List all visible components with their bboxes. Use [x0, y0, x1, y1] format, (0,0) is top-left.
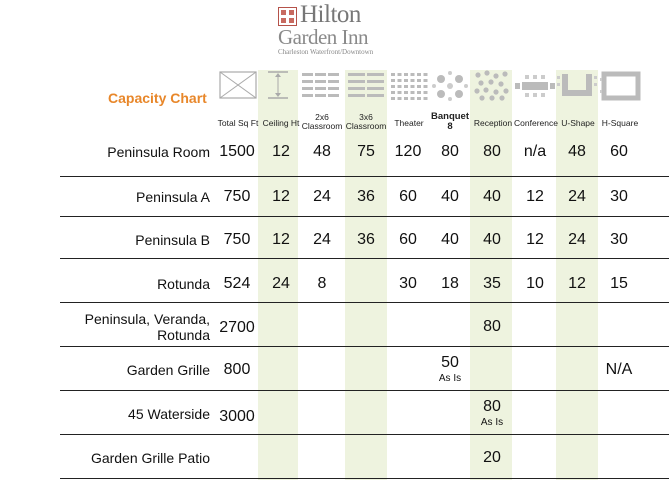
col-header-u-shape: U-Shape	[561, 118, 595, 128]
table-cell: 18	[441, 275, 459, 292]
row-divider	[60, 346, 669, 347]
table-cell: 24	[313, 188, 331, 205]
row-label: Garden Grille Patio	[90, 450, 210, 466]
table-cell: 800	[223, 361, 251, 378]
table-cell: 8	[317, 275, 327, 292]
row-label: Peninsula A	[136, 189, 210, 205]
table-cell: 15	[610, 275, 628, 292]
table-cell: 12	[526, 188, 544, 205]
table-cell: 24	[568, 231, 586, 248]
table-cell: 30	[610, 188, 628, 205]
table-cell: 12	[272, 231, 290, 248]
table-cell: 48	[313, 143, 331, 160]
table-cell: 40	[441, 231, 459, 248]
table-cell: 36	[357, 188, 375, 205]
table-cell: 35	[483, 275, 501, 292]
logo-subbrand: Garden Inn	[278, 25, 369, 49]
row-divider	[60, 434, 669, 435]
ceiling-height-icon	[262, 70, 294, 102]
floor-area-icon	[218, 70, 258, 102]
cell-note: As Is	[480, 417, 504, 428]
col-header-theater: Theater	[394, 118, 424, 128]
col-header-banquet: Banquet 8	[431, 111, 469, 132]
table-cell: 12	[526, 231, 544, 248]
table-cell: 10	[526, 275, 544, 292]
table-cell: 750	[223, 188, 251, 205]
table-cell: 80	[441, 143, 459, 160]
table-cell: 36	[357, 231, 375, 248]
conference-icon	[514, 70, 556, 102]
table-cell: 12	[272, 188, 290, 205]
table-cell: 60	[399, 231, 417, 248]
reception-icon	[472, 70, 512, 102]
row-divider	[60, 478, 669, 479]
table-cell: 3000	[219, 408, 255, 425]
table-cell: n/a	[523, 143, 547, 160]
cell-note: As Is	[438, 373, 462, 384]
col-header-ceiling-ht: Ceiling Ht	[262, 118, 300, 128]
logo-brand: Hilton	[300, 1, 361, 28]
row-label: 45 Waterside	[128, 406, 210, 422]
col-header-reception: Reception	[473, 118, 513, 128]
table-cell: 50	[441, 354, 459, 371]
chart-title: Capacity Chart	[108, 90, 207, 106]
row-divider	[60, 302, 669, 303]
table-cell: 80	[483, 318, 501, 335]
table-cell: 24	[568, 188, 586, 205]
hilton-garden-inn-logo	[278, 1, 408, 56]
u-shape-icon	[556, 70, 598, 102]
row-label: Garden Grille	[126, 362, 210, 378]
col-header-classroom-2x6: 2x6 Classroom	[301, 112, 343, 131]
row-divider	[60, 258, 669, 259]
hilton-logo-mark-icon	[278, 7, 297, 26]
column-stripe	[345, 70, 387, 480]
col-header-total-sq-ft: Total Sq Ft	[217, 118, 259, 128]
col-header-classroom-3x6: 3x6 Classroom	[345, 112, 387, 131]
row-divider	[60, 176, 669, 177]
row-label: Peninsula Room	[107, 144, 210, 160]
table-cell: 60	[610, 143, 628, 160]
table-cell: 80	[483, 398, 501, 415]
classroom-2x6-icon	[300, 70, 342, 102]
theater-icon	[388, 70, 430, 102]
banquet-icon	[430, 70, 470, 102]
table-cell: 40	[483, 188, 501, 205]
row-divider	[60, 390, 669, 391]
table-cell: 12	[568, 275, 586, 292]
row-label: Rotunda	[157, 276, 210, 292]
table-cell: 60	[399, 188, 417, 205]
logo-tagline: Charleston Waterfront/Downtown	[278, 48, 374, 56]
table-cell: 24	[313, 231, 331, 248]
row-label: Peninsula B	[135, 232, 210, 248]
table-cell: 48	[568, 143, 586, 160]
table-cell: 750	[223, 231, 251, 248]
table-cell: 24	[272, 275, 290, 292]
table-cell: 120	[394, 143, 422, 160]
table-cell: 2700	[219, 319, 255, 336]
table-cell: 80	[483, 143, 501, 160]
table-cell: 30	[399, 275, 417, 292]
table-cell: 40	[483, 231, 501, 248]
h-square-icon	[600, 70, 642, 102]
row-label: Peninsula, Veranda, Rotunda	[84, 311, 210, 343]
row-divider	[60, 216, 669, 217]
table-cell: 1500	[219, 143, 255, 160]
col-header-conference: Conference	[514, 118, 558, 128]
table-cell: N/A	[605, 361, 633, 378]
table-cell: 524	[223, 275, 251, 292]
table-cell: 20	[483, 449, 501, 466]
table-cell: 30	[610, 231, 628, 248]
col-header-h-square: H-Square	[601, 118, 639, 128]
table-cell: 40	[441, 188, 459, 205]
table-cell: 75	[357, 143, 375, 160]
classroom-3x6-icon	[345, 70, 387, 102]
table-cell: 12	[272, 143, 290, 160]
